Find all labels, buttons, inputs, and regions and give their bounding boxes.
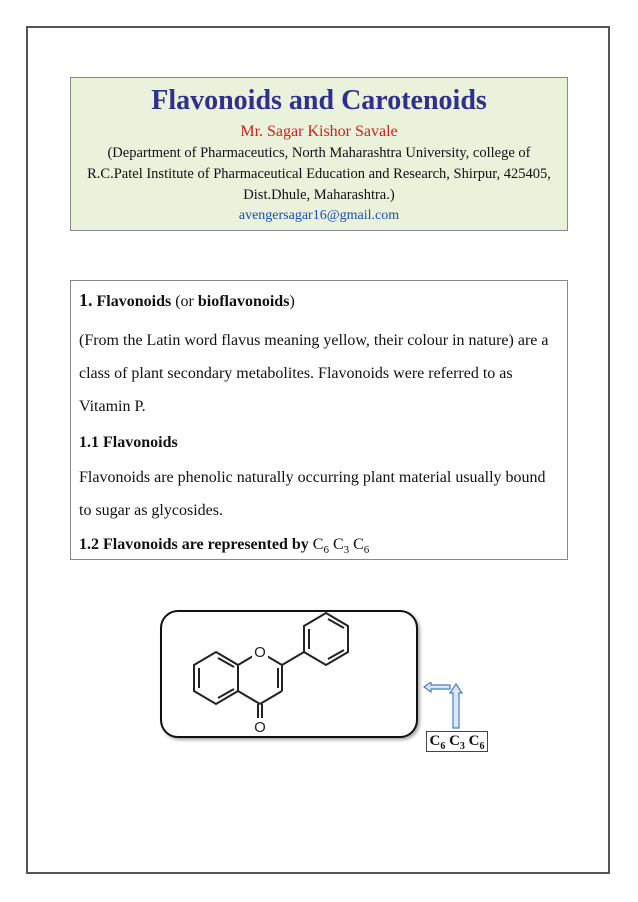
affiliation-line-3: Dist.Dhule, Maharashtra.) xyxy=(243,187,395,203)
section-heading xyxy=(79,286,559,316)
author-email[interactable]: avengersagar16@gmail.com xyxy=(238,208,400,223)
carbonyl-oxygen-label: O xyxy=(254,719,266,736)
ring-oxygen-label: O xyxy=(254,644,266,661)
subsection-2-title-text: 1.2 Flavonoids are represented by xyxy=(79,536,309,553)
arrows-icon xyxy=(420,682,470,730)
affiliation-line-1: (Department of Pharmaceutics, North Maharashtra University, college of xyxy=(107,145,531,161)
intro-paragraph: (From the Latin word flavus meaning yellow, their colour in nature) are a class of plant secondary metabolites. Flavonoids were referred to as Vitamin P. xyxy=(79,332,549,415)
author-name: Mr. Sagar Kishor Savale xyxy=(240,123,398,140)
page-title: Flavonoids and Carotenoids xyxy=(151,85,487,116)
subsection-1-text: Flavonoids are phenolic naturally occurring plant material usually bound to sugar as glycosides. xyxy=(79,469,546,519)
flavone-structure-icon xyxy=(162,612,416,736)
section-paren-close: ) xyxy=(289,293,295,310)
c6c3c6-label xyxy=(426,731,488,752)
section-paren-open: (or xyxy=(171,293,198,310)
section-number: 1. xyxy=(79,290,93,310)
formula-c1: C xyxy=(312,536,324,553)
label-c1: C xyxy=(429,733,441,749)
label-n1: 6 xyxy=(440,741,446,752)
label-n3: 6 xyxy=(479,741,485,752)
label-n2: 3 xyxy=(459,741,465,752)
label-c2: C xyxy=(449,733,460,749)
formula-text xyxy=(312,536,370,557)
header-box xyxy=(70,77,568,231)
section-alt-name: bioflavonoids xyxy=(197,293,290,310)
flavone-structure-frame xyxy=(160,610,418,738)
section-title: Flavonoids xyxy=(96,293,172,310)
subsection-2-title xyxy=(79,531,559,564)
formula-n1: 6 xyxy=(323,544,329,557)
formula-n2: 3 xyxy=(343,544,350,557)
formula-c2: C xyxy=(332,536,344,553)
content-box xyxy=(70,280,568,560)
formula-c3: C xyxy=(353,536,364,553)
affiliation-line-2: R.C.Patel Institute of Pharmaceutical Education and Research, Shirpur, 425405, xyxy=(87,166,551,182)
formula-n3: 6 xyxy=(363,544,370,557)
label-c3: C xyxy=(468,733,480,749)
subsection-1-title: 1.1 Flavonoids xyxy=(79,434,178,451)
